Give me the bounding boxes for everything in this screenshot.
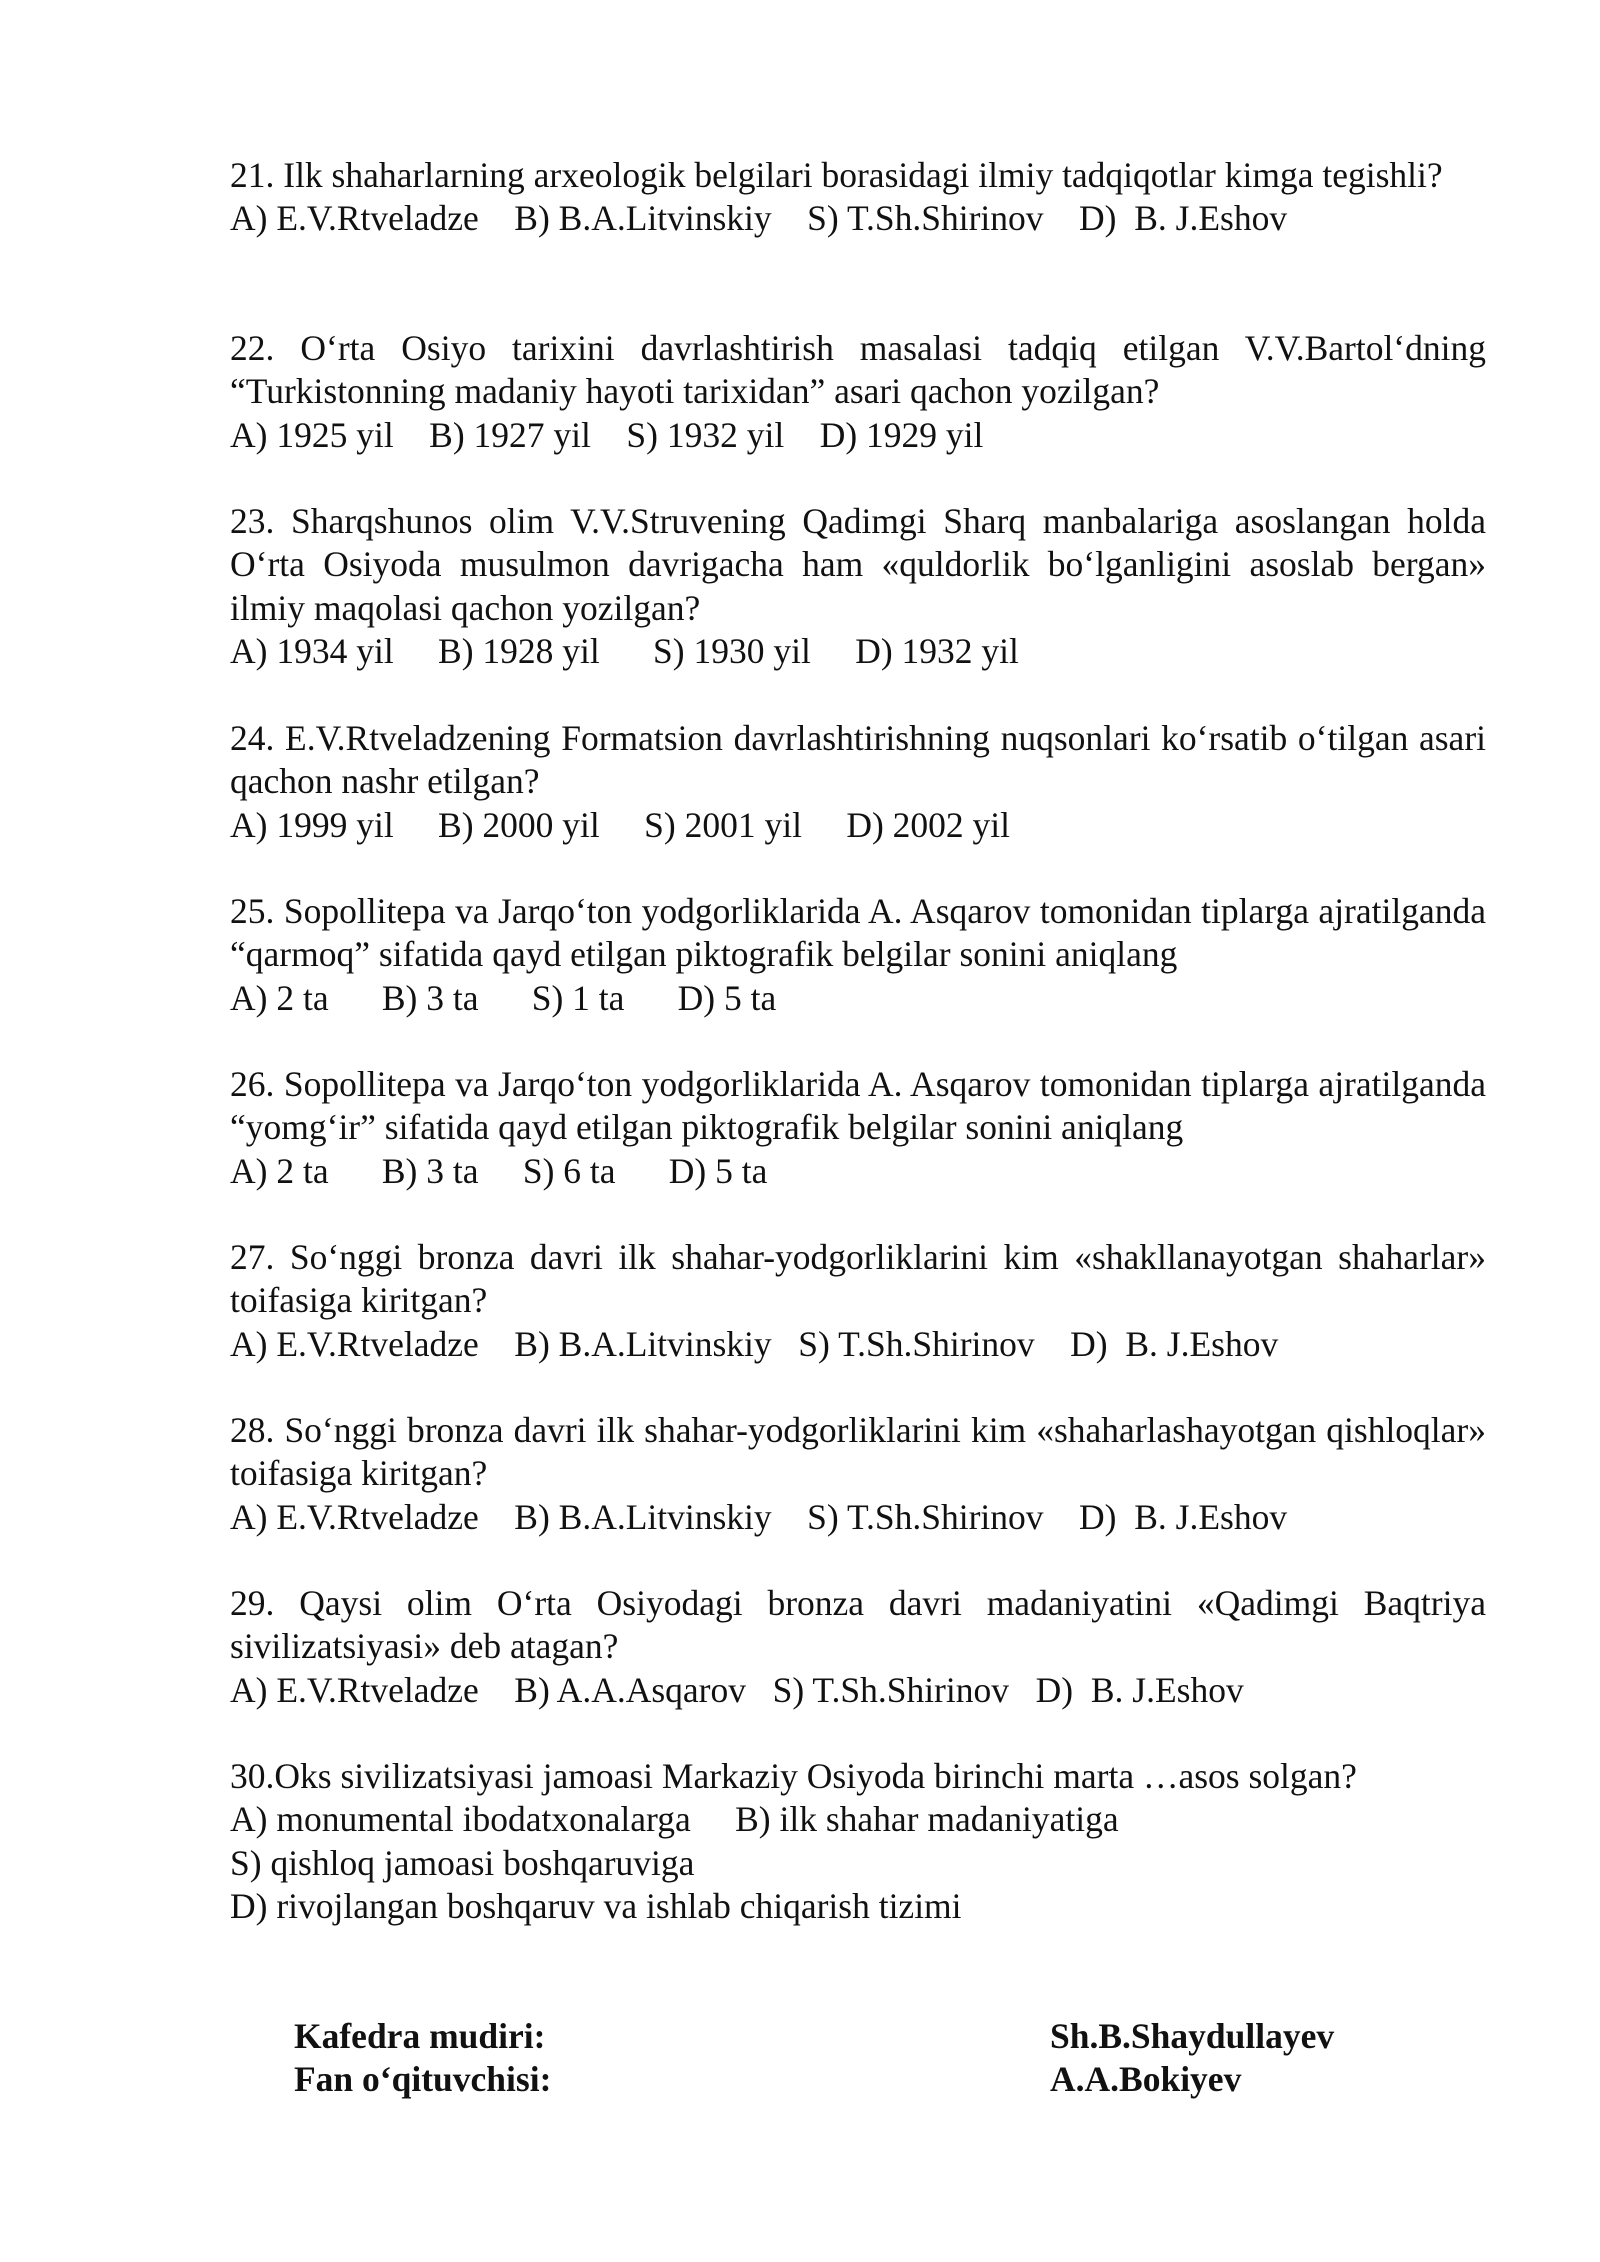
signature-label: Fan o‘qituvchisi: [294,2059,552,2100]
question-options: A) 1925 yil B) 1927 yil S) 1932 yil D) 1929 yil [230,414,984,455]
question-text: 22. O‘rta Osiyo tarixini davrlashtirish masalasi tadqiq etilgan V.V.Bartol‘dning “Turkistonning madaniy hayoti tarixidan” asari qachon yozilgan? [230,328,1486,412]
question-options: A) 2 ta B) 3 ta S) 1 ta D) 5 ta [230,977,777,1018]
question-text: 29. Qaysi olim O‘rta Osiyodagi bronza davri madaniyatini «Qadimgi Baqtriya sivilizatsiyasi» deb atagan? [230,1583,1486,1667]
question-option-s: S) qishloq jamoasi boshqaruviga [230,1842,695,1883]
signature-name: Sh.B.Shaydullayev [1050,2016,1335,2056]
question-options: A) 2 ta B) 3 ta S) 6 ta D) 5 ta [230,1150,768,1191]
question-option-a-b: A) monumental ibodatxonalarga B) ilk shahar madaniyatiga [230,1799,1119,1840]
question-22 [230,327,1486,457]
question-23 [230,500,1486,674]
signature-label: Kafedra mudiri: [294,2016,546,2056]
question-29 [230,1582,1486,1712]
question-options: A) 1999 yil B) 2000 yil S) 2001 yil D) 2002 yil [230,804,1011,845]
question-text: 24. E.V.Rtveladzening Formatsion davrlashtirishning nuqsonlari ko‘rsatib o‘tilgan asari qachon nashr etilgan? [230,718,1486,802]
question-28 [230,1409,1486,1539]
question-25 [230,890,1486,1020]
question-27 [230,1236,1486,1366]
question-options: A) E.V.Rtveladze B) B.A.Litvinskiy S) T.Sh.Shirinov D) B. J.Eshov [230,1323,1279,1364]
signature-name: A.A.Bokiyev [1050,2059,1242,2100]
question-text: 25. Sopollitepa va Jarqo‘ton yodgorliklarida A. Asqarov tomonidan tiplarga ajratilganda “qarmoq” sifatida qayd etilgan piktografik belgilar sonini aniqlang [230,891,1486,975]
question-text: 23. Sharqshunos olim V.V.Struvening Qadimgi Sharq manbalariga asoslangan holda O‘rta Osiyoda musulmon davrigacha ham «quldorlik bo‘lganligini asoslab bergan» ilmiy maqolasi qachon yozilgan? [230,501,1486,628]
signature-row-head [294,2015,1394,2058]
question-26 [230,1063,1486,1193]
question-options: A) E.V.Rtveladze B) B.A.Litvinskiy S) T.Sh.Shirinov D) B. J.Eshov [230,198,1288,239]
question-24 [230,717,1486,847]
question-options: A) E.V.Rtveladze B) B.A.Litvinskiy S) T.Sh.Shirinov D) B. J.Eshov [230,1496,1288,1537]
signature-row-teacher [294,2058,1394,2101]
question-text: 28. So‘nggi bronza davri ilk shahar-yodgorliklarini kim «shaharlashayotgan qishloqlar» toifasiga kiritgan? [230,1410,1486,1494]
question-text: 27. So‘nggi bronza davri ilk shahar-yodgorliklarini kim «shakllanayotgan shaharlar» toifasiga kiritgan? [230,1237,1486,1321]
question-options: A) 1934 yil B) 1928 yil S) 1930 yil D) 1932 yil [230,631,1019,672]
question-text: 30.Oks sivilizatsiyasi jamoasi Markaziy Osiyoda birinchi marta …asos solgan? [230,1756,1357,1796]
question-30 [230,1755,1486,1929]
question-text: 26. Sopollitepa va Jarqo‘ton yodgorliklarida A. Asqarov tomonidan tiplarga ajratilganda “yomg‘ir” sifatida qayd etilgan piktografik belgilar sonini aniqlang [230,1064,1486,1148]
question-text: 21. Ilk shaharlarning arxeologik belgilari borasidagi ilmiy tadqiqotlar kimga tegishli? [230,155,1443,195]
question-option-d: D) rivojlangan boshqaruv va ishlab chiqarish tizimi [230,1886,962,1927]
question-options: A) E.V.Rtveladze B) A.A.Asqarov S) T.Sh.Shirinov D) B. J.Eshov [230,1669,1244,1710]
signature-block [294,2015,1394,2102]
question-21 [230,154,1486,241]
